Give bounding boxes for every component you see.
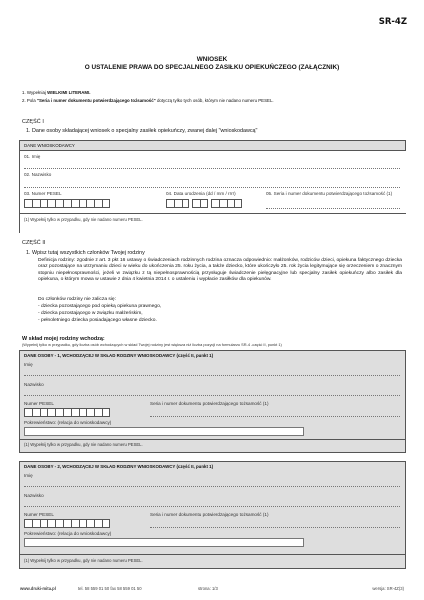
applicant-footnote: (1) Wypełnij tylko w przypadku, gdy nie nadano numeru PESEL. [24,217,143,222]
member-1-footnote: (1) Wypełnij tylko w przypadku, gdy nie nadano numeru PESEL. [24,442,143,447]
title-line-2: O USTALENIE PRAWA DO SPECJALNEGO ZASIŁKU OPIEKUŃCZEGO (ZAŁĄCZNIK) [84,64,340,72]
instruction-1 [22,90,91,96]
member-2-first-name-input[interactable] [24,486,400,487]
member-2-last-name-label: Nazwisko [24,493,44,498]
exclusions-heading: Do członków rodziny nie zalicza się: [38,297,117,302]
member-1-pesel-label: Numer PESEL [24,401,54,406]
member-1-id-document-input[interactable] [150,416,400,417]
member-1-first-name-input[interactable] [24,375,400,376]
instruction-1-bold: WIELKIMI LITERAMI. [47,90,91,95]
part-2-question: 1. Wpisz tutaj wszystkich członków Twojej rodziny [26,250,145,256]
member-2-title: DANE OSOBY - 2, WCHODZĄCEJ W SKŁAD RODZINY WNIOSKODAWCY (część II, punkt 1) [24,464,214,469]
member-2-pesel-digit-boxes[interactable] [24,519,110,528]
instruction-2 [22,98,274,104]
member-2-pesel-label: Numer PESEL [24,512,54,517]
pesel-digit-boxes[interactable] [24,199,110,208]
member-1-first-name-label: Imię [24,362,33,367]
part-1-heading: CZĘŚĆ I [22,119,44,125]
exclusion-3: - pełnoletniego dziecka posiadającego własne dziecko. [38,318,157,323]
birthdate-digit-boxes[interactable] [166,199,242,208]
family-definition: Definicja rodziny: zgodnie z art. 3 pkt 16 ustawy o świadczeniach rodzinnych rodzina oznacza odpowiednio: małżonków, rodziców dzieci, opiekuna faktycznego dziecka oraz pozostające na utrzymaniu dzieci w wieku do ukończenia 25. roku życia, a także dziecko, które ukończyło 25. rok życia legitymujące się orzeczeniem o znacznym stopniu niepełnosprawności, jeżeli w związku z tą niepełnosprawnością przysługuje świadczenie pielęgnacyjne lub specjalny zasiłek opiekuńczy albo zasiłek dla opiekuna, o którym mowa w ustawie z dnia 4 kwietnia 2014 r. o ustaleniu i wypłacie zasiłków dla opiekunów. [38,258,402,282]
member-1-relation-input[interactable] [24,427,304,436]
member-2-id-document-label: Seria i numer dokumentu potwierdzającego tożsamość (1) [150,512,269,517]
last-name-label: 02. Nazwisko [24,172,52,177]
divider [20,213,406,214]
members-note: (Wypełnij tylko w przypadku, gdy liczba osób wchodzących w skład Twojej rodziny jest większa niż liczba pozycji na formularzu SR-4 -część II, punkt 1) [22,342,282,347]
first-name-input[interactable] [24,168,400,169]
first-name-label: 01. Imię [24,154,41,159]
member-2-id-document-input[interactable] [150,527,400,528]
form-code: SR-4Z [378,17,407,27]
applicant-data-box [19,140,406,233]
id-document-label: 05. Seria i numer dokumentu potwierdzającego tożsamość (1) [266,191,393,196]
family-member-2-box [19,461,406,569]
part-2-heading: CZĘŚĆ II [22,240,46,246]
footer-version: wersja: SR-4Z(3) [372,586,404,591]
instruction-2-suffix: dotyczą tylko tych osób, którym nie nadano numeru PESEL. [155,98,274,103]
instruction-2-text: 2. Pola [22,98,37,103]
member-2-relation-label: Pokrewieństwo: (relacja do wnioskodawcy) [24,531,112,536]
member-2-relation-input[interactable] [24,538,304,547]
title-line-1: WNIOSEK [196,56,228,63]
member-2-footnote: (1) Wypełnij tylko w przypadku, gdy nie nadano numeru PESEL. [24,558,143,563]
divider [20,439,406,440]
footer-website[interactable]: www.druki-mita.pl [20,586,56,591]
exclusion-1: - dziecka pozostającego pod opieką opiekuna prawnego, [38,304,162,309]
last-name-input[interactable] [24,187,400,188]
family-member-1-box [19,350,406,453]
pesel-label: 03. Numer PESEL [24,191,62,196]
id-document-input[interactable] [266,208,400,209]
divider [20,554,406,555]
member-1-id-document-label: Seria i numer dokumentu potwierdzającego tożsamość (1) [150,401,269,406]
instruction-2-bold: "Seria i numer dokumentu potwierdzającego tożsamość" [36,98,156,103]
member-1-title: DANE OSOBY - 1, WCHODZĄCEJ W SKŁAD RODZINY WNIOSKODAWCY (część II, punkt 1) [24,353,214,358]
member-1-relation-label: Pokrewieństwo: (relacja do wnioskodawcy) [24,420,112,425]
member-2-last-name-input[interactable] [24,506,400,507]
applicant-box-title: DANE WNIOSKODAWCY [24,143,75,148]
applicant-fields [20,150,406,233]
footer-phone: tel. 58 559 01 50 fax 58 559 01 50 [78,586,142,591]
member-1-pesel-digit-boxes[interactable] [24,408,110,417]
exclusion-2: - dziecka pozostającego w związku małżeńskim, [38,311,143,316]
member-1-last-name-input[interactable] [24,395,400,396]
birthdate-label: 04. Data urodzenia (dd / mm / rrrr) [166,191,236,196]
form-title [0,56,424,72]
member-2-first-name-label: Imię [24,473,33,478]
members-heading: W skład mojej rodziny wchodzą: [22,336,105,342]
part-1-question: 1. Dane osoby składającej wniosek o specjalny zasiłek opiekuńczy, zwanej dalej "wnioskodawcą" [26,128,258,134]
footer-page-number: strona: 1/3 [198,586,218,591]
instruction-1-text: 1. Wypełniaj [22,90,48,95]
member-1-last-name-label: Nazwisko [24,382,44,387]
